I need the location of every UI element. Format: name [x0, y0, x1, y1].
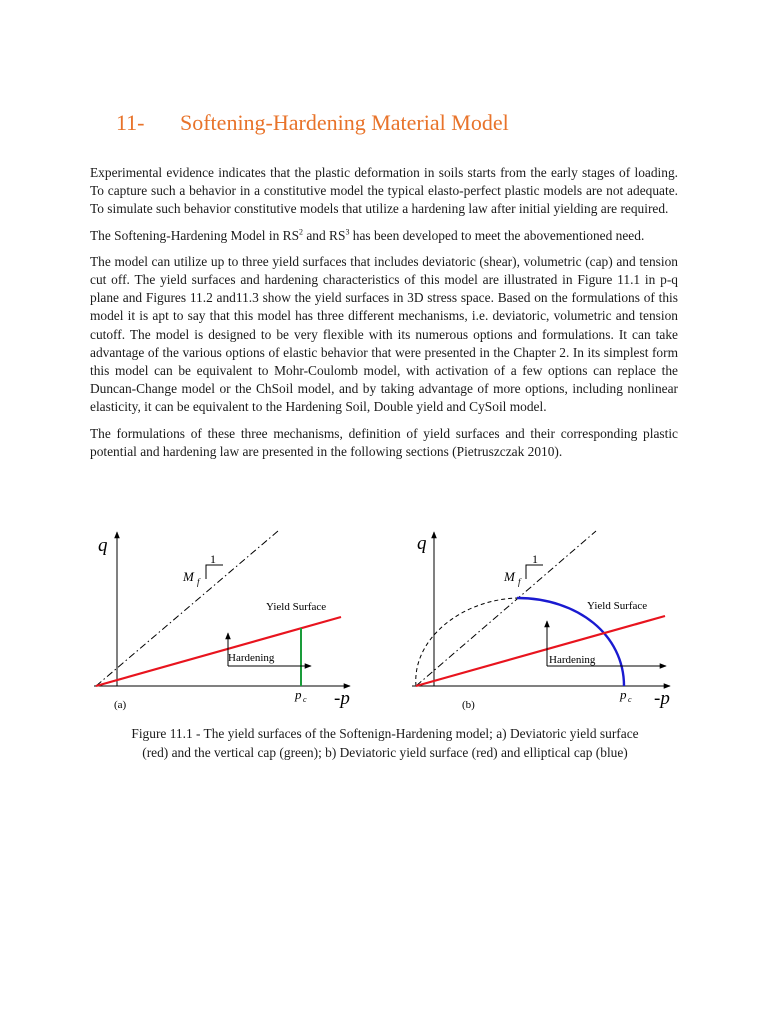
section-title: Softening-Hardening Material Model: [180, 110, 509, 135]
panel-a-q-label: q: [98, 535, 108, 556]
paragraph-1: Experimental evidence indicates that the plastic deformation in soils starts from the early stages of loading. To capture such a behavior in a constitutive model the typical elasto-perfect plastic models are not adequate. To simulate such behavior constitutive models that utilize a hardening law after initial yielding are required.: [90, 165, 678, 217]
superscript-2: 2: [299, 227, 304, 237]
panel-a-yield-label: Yield Surface: [266, 601, 327, 613]
body-text: [90, 164, 678, 469]
paragraph-2-part-c: has been developed to meet the abovementioned need.: [349, 227, 645, 243]
paragraph-4: The formulations of these three mechanisms, definition of yield surfaces and their corresponding plastic potential and hardening law are presented in the following sections (Pietruszczak 2010).: [90, 425, 678, 459]
superscript-3: 3: [345, 227, 350, 237]
panel-a-deviatoric-yield-line: [96, 617, 341, 686]
paragraph-2-part-a: The Softening-Hardening Model in RS: [90, 227, 300, 243]
figure-caption: [88, 724, 682, 762]
section-number: 11-: [116, 110, 145, 135]
panel-a-slope-one: 1: [210, 552, 216, 566]
panel-b-tag: (b): [462, 699, 475, 711]
panel-a-hardening-label: Hardening: [228, 652, 275, 664]
panel-b-hardening-label: Hardening: [549, 654, 596, 666]
panel-b-q-label: q: [417, 533, 427, 554]
panel-a-pc-label: p: [295, 687, 302, 702]
figure-11-1: [80, 520, 700, 725]
panel-b-pc-label: p: [620, 687, 627, 702]
panel-a-tag: (a): [114, 699, 127, 711]
panel-b-slope-sub: f: [518, 577, 521, 587]
panel-a-slope-sub: f: [197, 577, 200, 587]
panel-a: [94, 531, 350, 711]
section-heading: [116, 110, 509, 136]
panel-b-yield-label: Yield Surface: [587, 600, 648, 612]
panel-b: [412, 531, 670, 711]
panel-b-slope-one: 1: [532, 552, 538, 566]
paragraph-2: [90, 227, 678, 245]
paragraph-3: The model can utilize up to three yield surfaces that includes deviatoric (shear), volumetric (cap) and tension cut off. The yield surfaces and hardening characteristics of this model are illustrated in Figure 11.1 in p-q plane and Figures 11.2 and11.3 show the yield surfaces in 3D stress space. Based on the formulations of this model it is apt to say that this model has three different mechanisms, i.e. deviatoric, volumetric and tension cutoff. The model is designed to be very flexible with its numerous options and formulations. It can take advantage of the various options of elastic behavior that were presented in the Chapter 2. In its simplest form this model can be equivalent to Mohr-Coulomb model, with activation of a few options can replace the Duncan-Change model or the ChSoil model, and by taking advantage of more options, including nonlinear elasticity, it can be equivalent to the Hardening Soil, Double yield and CySoil model.: [90, 253, 678, 415]
panel-a-slope-m: M: [183, 569, 194, 584]
panel-b-pc-sub: c: [628, 695, 632, 704]
figure-diagram: [80, 520, 700, 720]
paragraph-2-part-b: and RS: [303, 227, 346, 243]
panel-b-slope-m: M: [504, 569, 515, 584]
panel-a-p-label: -p: [334, 688, 350, 709]
panel-b-slope-triangle: [526, 565, 543, 579]
caption-line-1: Figure 11.1 - The yield surfaces of the Softenign-Hardening model; a) Deviatoric yield surface: [131, 726, 639, 741]
caption-line-2: (red) and the vertical cap (green); b) Deviatoric yield surface (red) and elliptical cap (blue): [142, 745, 628, 760]
panel-a-slope-triangle: [206, 565, 223, 579]
panel-b-deviatoric-yield-line: [416, 616, 665, 686]
panel-b-p-label: -p: [654, 688, 670, 709]
panel-a-pc-sub: c: [303, 695, 307, 704]
